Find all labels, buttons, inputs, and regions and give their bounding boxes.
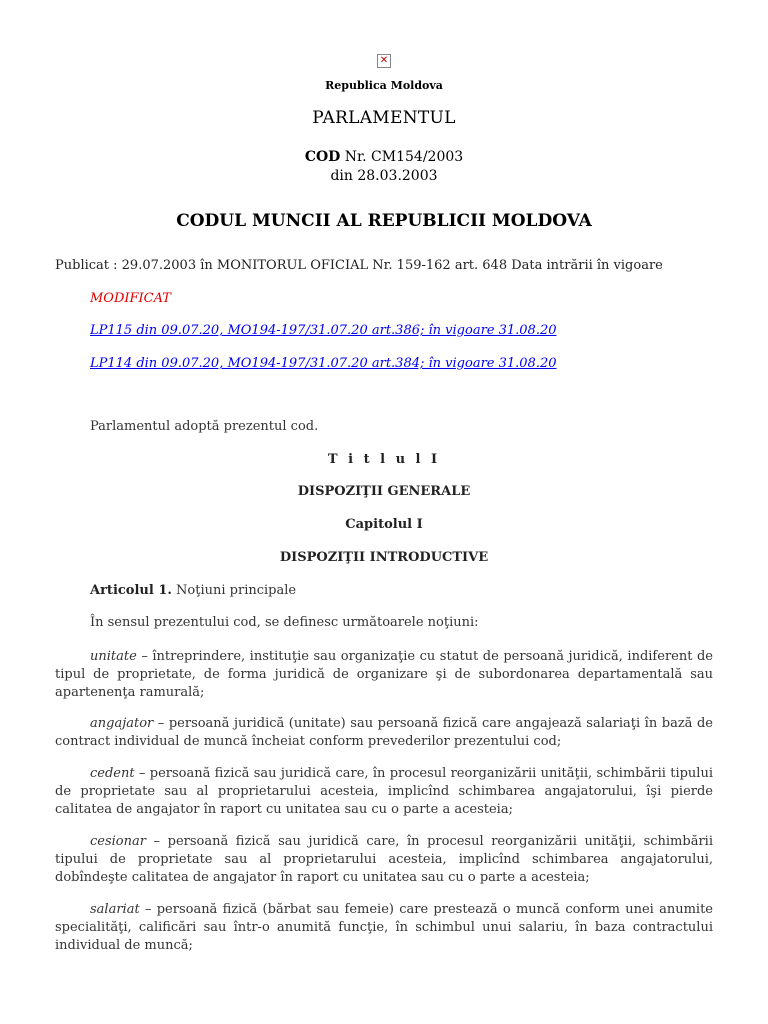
general-provisions-heading: DISPOZIŢII GENERALE — [297, 484, 471, 499]
adoption-statement: Parlamentul adoptă prezentul cod. — [90, 419, 319, 434]
code-number-block — [0, 148, 768, 186]
article-name: Noţiuni principale — [176, 583, 297, 598]
cod-number: Nr. CM154/2003 — [344, 149, 464, 165]
article-heading — [90, 583, 296, 598]
definition-text: – persoană fizică (bărbat sau femeie) care prestează o muncă conform unei anumite specialităţi, calificări sau într-o anumită funcţie, în schimbul unui salariu, în baza contractului individual de muncă; — [55, 902, 713, 953]
title-heading: T i t l u l I — [327, 452, 441, 467]
cod-label: COD — [304, 149, 341, 165]
definition-term: salariat — [90, 902, 140, 917]
article-label: Articolul 1. — [90, 583, 172, 598]
definition-term: cesionar — [90, 834, 146, 849]
definition-text: – persoană juridică (unitate) sau persoană fizică care angajează salariaţi în bază de contract individual de muncă încheiat conform prevederilor prezentului cod; — [55, 716, 713, 749]
definition-text: – întreprindere, instituţie sau organizaţie cu statut de persoană juridică, indiferent de tipul de proprietate, de forma juridică de organizare şi de subordonarea departamentală sau apartenenţa ramurală; — [55, 649, 713, 700]
definition-text: – persoană fizică sau juridică care, în procesul reorganizării unităţii, schimbării tipului de proprietate sau al proprietarului acesteia, implicînd schimbarea angajatorului, îşi pierde calitatea de angajator în raport cu unitatea sau cu o parte a acesteia; — [55, 766, 713, 817]
modified-label: MODIFICAT — [90, 291, 171, 306]
definition-text: – persoană fizică sau juridică care, în procesul reorganizării unităţii, schimbării tipului de proprietate sau al proprietarului acesteia, implicînd schimbarea angajatorului, dobîndeşte calitatea de angajator în raport cu unitatea sau cu o parte a acesteia; — [55, 834, 713, 885]
document-title: CODUL MUNCII AL REPUBLICII MOLDOVA — [176, 211, 592, 231]
amendment-link-lp115[interactable]: LP115 din 09.07.20, MO194-197/31.07.20 art.386; în vigoare 31.08.20 — [90, 323, 557, 338]
institution-heading: PARLAMENTUL — [312, 108, 456, 128]
introductory-provisions-heading: DISPOZIŢII INTRODUCTIVE — [279, 550, 489, 565]
country-label: Republica Moldova — [325, 79, 443, 92]
publication-info: Publicat : 29.07.2003 în MONITORUL OFICIAL Nr. 159-162 art. 648 Data intrării în vigoare — [55, 258, 663, 273]
definition-paragraph — [55, 833, 713, 887]
article-intro: În sensul prezentului cod, se definesc următoarele noţiuni: — [90, 615, 479, 630]
chapter-heading: Capitolul I — [345, 517, 423, 532]
definition-term: unitate — [90, 649, 137, 664]
definition-paragraph — [55, 715, 713, 751]
definition-term: cedent — [90, 766, 135, 781]
broken-image-icon: ✕ — [377, 54, 391, 68]
definition-paragraph — [55, 648, 713, 702]
amendment-link-lp114[interactable]: LP114 din 09.07.20, MO194-197/31.07.20 art.384; în vigoare 31.08.20 — [90, 356, 557, 371]
definition-paragraph — [55, 765, 713, 819]
definition-paragraph — [55, 901, 713, 955]
definition-term: angajator — [90, 716, 154, 731]
cod-date: din 28.03.2003 — [330, 168, 438, 184]
